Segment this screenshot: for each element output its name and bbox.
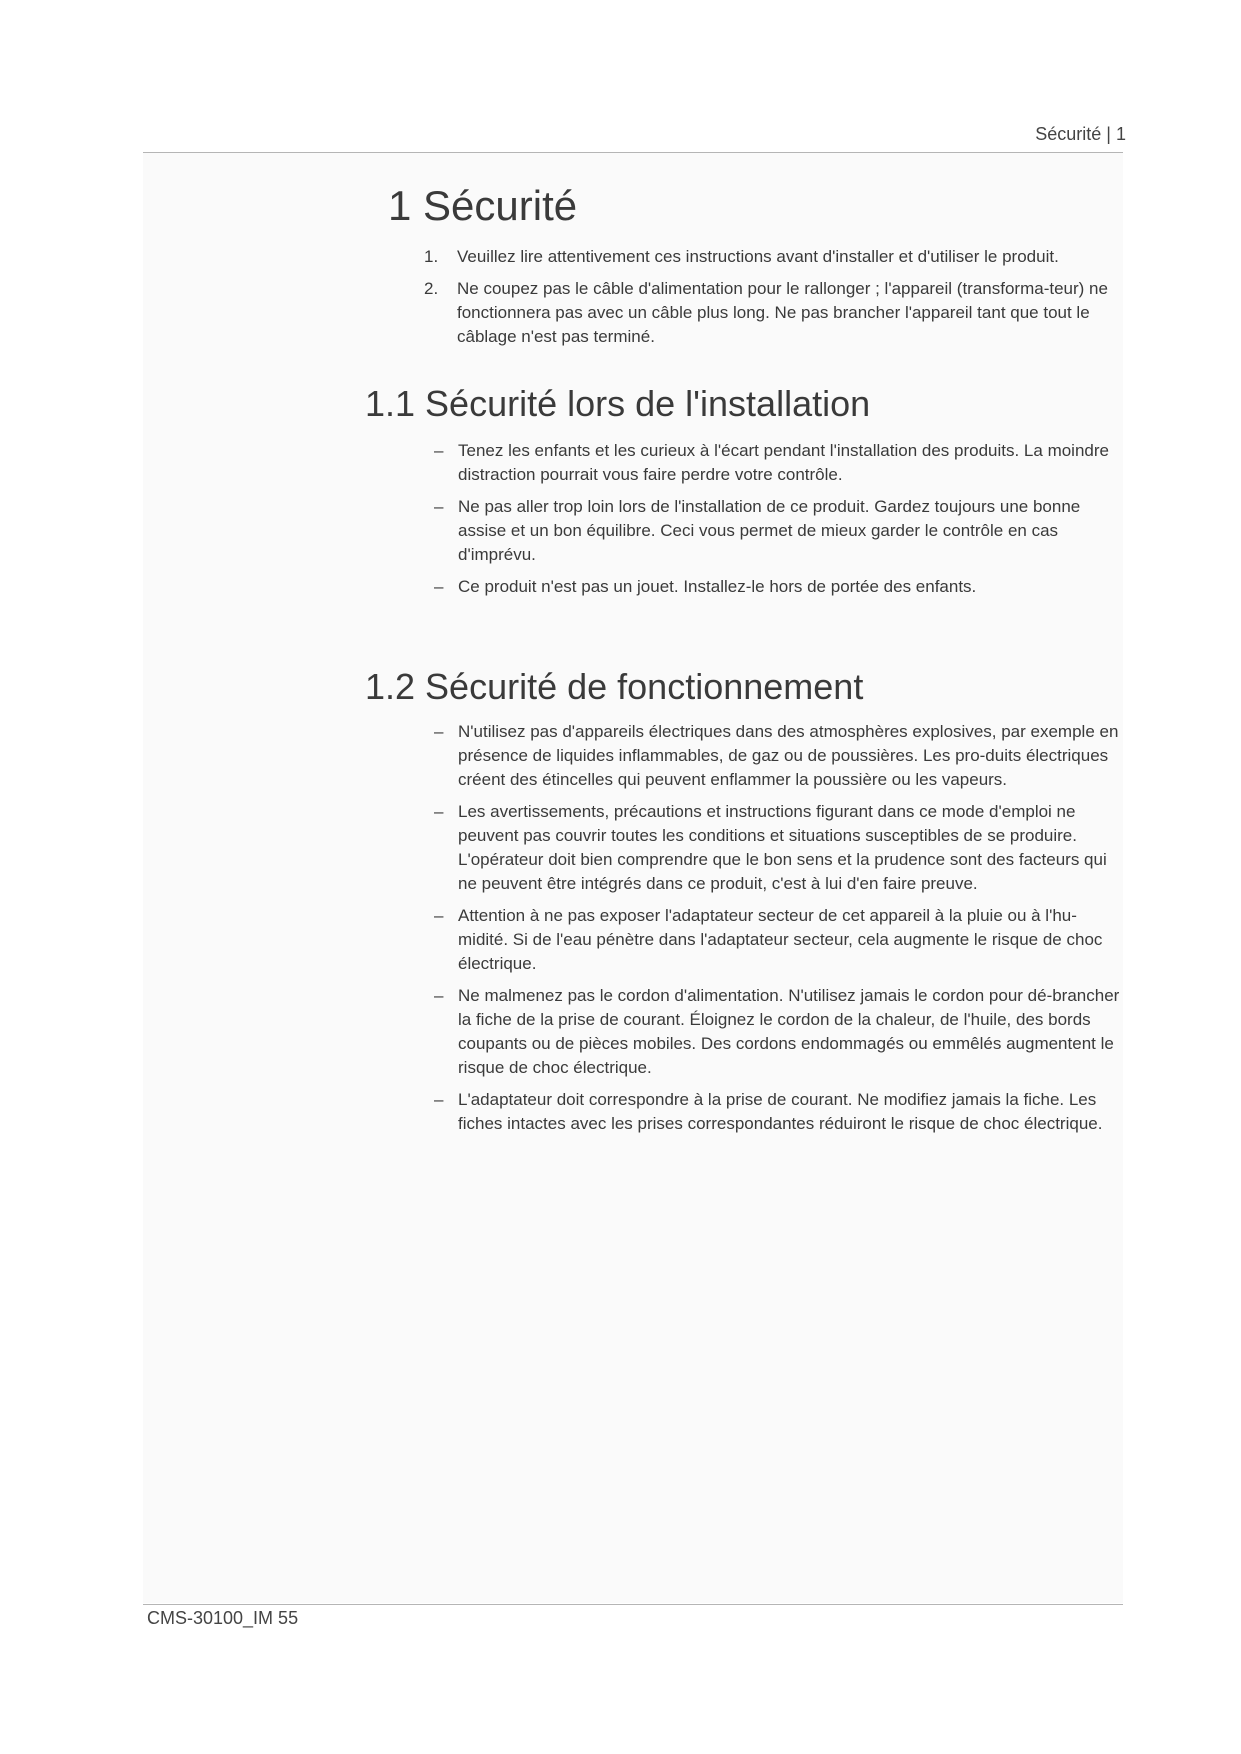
list-item-text: Tenez les enfants et les curieux à l'écart pendant l'installation des produits. La moindre distraction pourrait vous faire perdre votre contrôle. xyxy=(458,441,1109,484)
list-marker: 2. xyxy=(424,279,439,298)
list-marker: 1. xyxy=(424,247,439,266)
list-item xyxy=(424,277,1124,349)
list-marker: – xyxy=(434,577,444,596)
list-marker: – xyxy=(434,441,444,460)
list-item xyxy=(434,495,1124,567)
list-item-text: Ce produit n'est pas un jouet. Installez-le hors de portée des enfants. xyxy=(458,577,977,596)
list-item xyxy=(424,245,1124,269)
list-marker: – xyxy=(434,1090,444,1109)
list-item xyxy=(434,984,1124,1080)
list-item-text: Ne pas aller trop loin lors de l'installation de ce produit. Gardez toujours une bonne assise et un bon équilibre. Ceci vous permet de mieux garder le contrôle en cas d'imprévu. xyxy=(458,497,1081,564)
section-1-1-title: 1.1 Sécurité lors de l'installation xyxy=(365,383,871,424)
list-marker: – xyxy=(434,906,444,925)
list-item xyxy=(434,439,1124,487)
list-marker: – xyxy=(434,722,444,741)
footer-rule xyxy=(143,1604,1123,1605)
list-item xyxy=(434,575,1124,599)
header-rule xyxy=(143,152,1123,153)
list-item-text: Veuillez lire attentivement ces instructions avant d'installer et d'utiliser le produit. xyxy=(457,247,1059,266)
section-1-list xyxy=(424,245,1124,357)
list-item xyxy=(434,800,1124,896)
list-item xyxy=(434,720,1124,792)
page-footer: CMS-30100_IM 55 xyxy=(147,1608,299,1628)
list-marker: – xyxy=(434,986,444,1005)
list-item xyxy=(434,1088,1124,1136)
section-1-2-title: 1.2 Sécurité de fonctionnement xyxy=(365,666,864,707)
list-item-text: Ne malmenez pas le cordon d'alimentation. N'utilisez jamais le cordon pour dé-brancher la fiche de la prise de courant. Éloignez le cordon de la chaleur, de l'huile, des bords coupants ou de pièces mobiles. Des cordons endommagés ou emmêlés augmentent le risque de choc électrique. xyxy=(458,986,1120,1077)
list-item-text: L'adaptateur doit correspondre à la prise de courant. Ne modifiez jamais la fiche. Les fiches intactes avec les prises correspondantes réduiront le risque de choc électrique. xyxy=(458,1090,1103,1133)
list-marker: – xyxy=(434,802,444,821)
list-item-text: Attention à ne pas exposer l'adaptateur secteur de cet appareil à la pluie ou à l'hu-midité. Si de l'eau pénètre dans l'adaptateur secteur, cela augmente le risque de choc électrique. xyxy=(458,906,1103,973)
list-item-text: N'utilisez pas d'appareils électriques dans des atmosphères explosives, par exemple en présence de liquides inflammables, de gaz ou de poussières. Les pro-duits électriques créent des étincelles qui peuvent enflammer la poussière ou les vapeurs. xyxy=(458,722,1119,789)
section-1-1-list xyxy=(434,439,1124,607)
list-marker: – xyxy=(434,497,444,516)
list-item-text: Les avertissements, précautions et instructions figurant dans ce mode d'emploi ne peuvent pas couvrir toutes les conditions et situations susceptibles de se produire. L'opérateur doit bien comprendre que le bon sens et la prudence sont des facteurs qui ne peuvent être intégrés dans ce produit, c'est à lui d'en faire preuve. xyxy=(458,802,1107,893)
list-item-text: Ne coupez pas le câble d'alimentation pour le rallonger ; l'appareil (transforma-teur) ne fonctionnera pas avec un câble plus long. Ne pas brancher l'appareil tant que tout le câblage n'est pas terminé. xyxy=(457,279,1108,346)
section-1-title: 1 Sécurité xyxy=(388,182,578,229)
section-1-2-list xyxy=(434,720,1124,1144)
page-header: Sécurité | 1 xyxy=(1035,124,1126,144)
list-item xyxy=(434,904,1124,976)
